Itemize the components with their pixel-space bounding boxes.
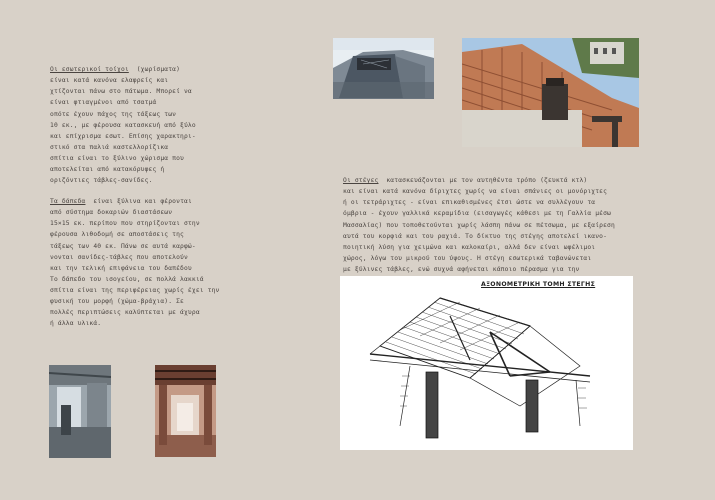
text-line: σπίτια είναι της περιφέρειας χωρίς έχει την [50,286,220,294]
text-line: όμβρια - έχουν γαλλικά κεραμίδια (εισαγωγές κάθεσι με τη Γαλλία μέσω [343,210,611,218]
text-line: και την τελική επιφάνεια του δαπέδου [50,264,192,272]
text-line: και επίχρισμα εσωτ. Επίσης χαρακτηρι- [50,132,196,140]
text-line: με ξύλινες τάβλες, ενώ συχνά αφήνεται κάποιο πέρασμα για την [343,265,580,273]
interior-ruin-photo-2 [155,365,216,457]
text-line: ή οι τετράριχτες - είναι επικαθισμένες έτσι ώστε να συλλέγουν τα [343,199,596,207]
text-line [50,196,219,207]
text-line: οπότε έχουν πάχος της τάξεως των [50,110,177,118]
text-line: είναι φτιαγμένοι από τσατμά [50,99,157,107]
text-line: πολλές περιπτώσεις καλύπτεται με άχυρα [50,309,200,317]
text-line: φυσική του μορφή (χώμα-βράχια). Σε [50,298,184,306]
text-line: ποιητική λύση για χειμώνα και καλοκαίρι, αλλά δεν είναι ωφέλιμοι [343,243,596,251]
text-line: οριζόντιες τάβλες-σανίδες. [50,177,153,185]
text-line: στικό στα παλιά καστελλορίζικα [50,143,169,151]
text-line [50,64,196,75]
axonometric-roof-drawing [340,276,633,450]
text-line [343,175,615,186]
floors-text [50,174,219,352]
text-line: χτίζονται πάνω στο πάτωμα. Μπορεί να [50,88,192,96]
text-line: από σύστημα δοκαριών διαστάσεων [50,209,173,217]
underlined-heading: Τα δάπεδα [50,198,86,206]
text-line: ή άλλα υλικά. [50,320,102,328]
text-line: φέρουσα λιθοδομή σε αποστάσεις της [50,231,184,239]
interior-ruin-photo-1 [49,365,111,458]
underlined-heading: Οι εσωτερικοί τοίχοι [50,66,129,74]
line-rest: είναι ξύλινα και φέρονται [85,198,192,206]
line-rest: (χωρίσματα) [128,66,181,74]
roof-tiles-photo [462,38,639,147]
roof-chimney-photo [333,38,434,99]
underlined-heading: Οι στέγες [343,177,379,185]
text-line: και είναι κατά κανόνα δίριχτες χωρίς να είναι σπάνιες οι μονόριχτες [343,188,608,196]
drawing-title: ΑΞΟΝΟΜΕΤΡΙΚΗ ΤΟΜΗ ΣΤΕΓΗΣ [481,281,596,288]
text-line: αποτελείται από κατακόρυφες ή [50,166,165,174]
text-line: αυτά του κορφιά και του ραχιά. Το δίκτυο της στέγης αποτελεί ικανο- [343,232,608,240]
text-line: σπίτια είναι το ξύλινο χώρισμα που [50,154,184,162]
text-line: χώρος, λόγω του μικρού του ύψους. Η στέγη εσωτερικά ταβανώνεται [343,254,592,262]
text-line: νονται σανίδες-τάβλες που αποτελούν [50,253,188,261]
text-line: είναι κατά κανόνα ελαφρείς και [50,77,169,85]
text-line: Το δάπεδο του ισογείου, σε πολλά λακκιά [50,275,204,283]
text-line: Μασσαλίας) που τοποθετούνται χωρίς λάσπη πάνω σε πέτσωμα, με εξαίρεση [343,221,615,229]
text-line: 15×15 εκ. περίπου που στηρίζονται στην [50,220,200,228]
line-rest: κατασκευάζονται με τον αυτηθέντα τρόπο (ζευκτά κτλ) [378,177,588,185]
text-line: 10 εκ., με φέρουσα κατασκευή από ξύλο [50,121,196,129]
text-line: τάξεως των 40 εκ. Πάνω σε αυτά καρφώ- [50,242,196,250]
